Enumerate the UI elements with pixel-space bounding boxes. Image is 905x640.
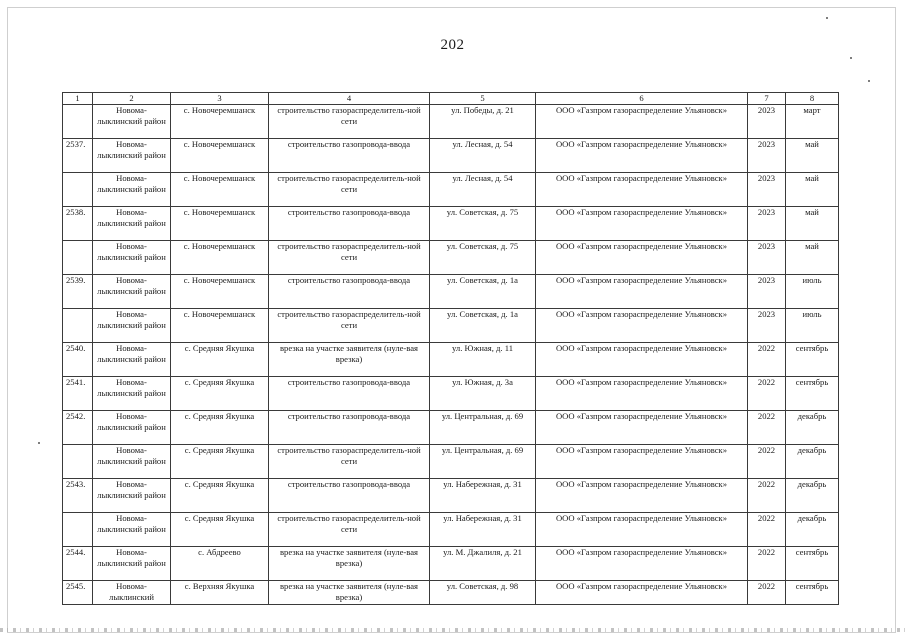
- organization-cell: ООО «Газпром газораспределение Ульяновск»: [536, 581, 748, 605]
- work-type-cell: строительство газораспределитель-ной сети: [269, 105, 430, 139]
- table-row: [63, 173, 839, 207]
- district-cell: Новома-лыклинский район: [93, 105, 171, 139]
- table-row: [63, 241, 839, 275]
- column-header-7: 7: [748, 93, 786, 105]
- address-cell: ул. Советская, д. 1а: [430, 309, 536, 343]
- organization-cell: ООО «Газпром газораспределение Ульяновск»: [536, 207, 748, 241]
- scan-speck: [38, 442, 40, 444]
- row-number: 2540.: [63, 343, 93, 377]
- page-number: 202: [440, 37, 465, 53]
- year-cell: 2022: [748, 343, 786, 377]
- address-cell: ул. Советская, д. 75: [430, 207, 536, 241]
- table-row: [63, 343, 839, 377]
- year-cell: 2022: [748, 513, 786, 547]
- district-cell: Новома-лыклинский район: [93, 377, 171, 411]
- row-number: 2543.: [63, 479, 93, 513]
- table-row: [63, 207, 839, 241]
- year-cell: 2022: [748, 377, 786, 411]
- row-number: 2544.: [63, 547, 93, 581]
- table-row: [63, 411, 839, 445]
- settlement-cell: с. Средняя Якушка: [171, 411, 269, 445]
- organization-cell: ООО «Газпром газораспределение Ульяновск»: [536, 445, 748, 479]
- district-cell: Новома-лыклинский район: [93, 309, 171, 343]
- month-cell: июль: [786, 309, 839, 343]
- address-cell: ул. Лесная, д. 54: [430, 173, 536, 207]
- month-cell: декабрь: [786, 479, 839, 513]
- month-cell: июль: [786, 275, 839, 309]
- organization-cell: ООО «Газпром газораспределение Ульяновск»: [536, 275, 748, 309]
- district-cell: Новома-лыклинский район: [93, 139, 171, 173]
- address-cell: ул. Победы, д. 21: [430, 105, 536, 139]
- header-row: [63, 93, 839, 105]
- row-number: 2541.: [63, 377, 93, 411]
- organization-cell: ООО «Газпром газораспределение Ульяновск»: [536, 241, 748, 275]
- register-table: [62, 92, 839, 605]
- month-cell: май: [786, 139, 839, 173]
- settlement-cell: с. Новочеремшанск: [171, 275, 269, 309]
- work-type-cell: врезка на участке заявителя (нуле-вая врезка): [269, 343, 430, 377]
- address-cell: ул. Лесная, д. 54: [430, 139, 536, 173]
- year-cell: 2022: [748, 581, 786, 605]
- settlement-cell: с. Верхняя Якушка: [171, 581, 269, 605]
- row-number: 2542.: [63, 411, 93, 445]
- address-cell: ул. Набережная, д. 31: [430, 513, 536, 547]
- settlement-cell: с. Новочеремшанск: [171, 241, 269, 275]
- year-cell: 2023: [748, 105, 786, 139]
- district-cell: Новома-лыклинский район: [93, 343, 171, 377]
- month-cell: май: [786, 241, 839, 275]
- settlement-cell: с. Новочеремшанск: [171, 309, 269, 343]
- organization-cell: ООО «Газпром газораспределение Ульяновск»: [536, 479, 748, 513]
- month-cell: декабрь: [786, 513, 839, 547]
- address-cell: ул. Южная, д. 11: [430, 343, 536, 377]
- row-number: [63, 513, 93, 547]
- work-type-cell: строительство газопровода-ввода: [269, 411, 430, 445]
- row-number: 2538.: [63, 207, 93, 241]
- work-type-cell: строительство газопровода-ввода: [269, 207, 430, 241]
- table-row: [63, 513, 839, 547]
- settlement-cell: с. Средняя Якушка: [171, 513, 269, 547]
- settlement-cell: с. Абдреево: [171, 547, 269, 581]
- settlement-cell: с. Средняя Якушка: [171, 377, 269, 411]
- address-cell: ул. Советская, д. 98: [430, 581, 536, 605]
- table-row: [63, 479, 839, 513]
- table-row: [63, 377, 839, 411]
- column-header-4: 4: [269, 93, 430, 105]
- year-cell: 2023: [748, 139, 786, 173]
- organization-cell: ООО «Газпром газораспределение Ульяновск»: [536, 547, 748, 581]
- address-cell: ул. Южная, д. 3а: [430, 377, 536, 411]
- column-header-6: 6: [536, 93, 748, 105]
- column-header-2: 2: [93, 93, 171, 105]
- district-cell: Новома-лыклинский район: [93, 513, 171, 547]
- year-cell: 2022: [748, 547, 786, 581]
- year-cell: 2023: [748, 309, 786, 343]
- year-cell: 2023: [748, 173, 786, 207]
- work-type-cell: врезка на участке заявителя (нуле-вая врезка): [269, 547, 430, 581]
- district-cell: Новома-лыклинский район: [93, 275, 171, 309]
- organization-cell: ООО «Газпром газораспределение Ульяновск»: [536, 411, 748, 445]
- column-header-5: 5: [430, 93, 536, 105]
- year-cell: 2022: [748, 411, 786, 445]
- address-cell: ул. Центральная, д. 69: [430, 411, 536, 445]
- work-type-cell: строительство газораспределитель-ной сети: [269, 309, 430, 343]
- district-cell: Новома-лыклинский район: [93, 241, 171, 275]
- month-cell: декабрь: [786, 445, 839, 479]
- scan-speck: [850, 57, 852, 59]
- year-cell: 2023: [748, 207, 786, 241]
- column-header-3: 3: [171, 93, 269, 105]
- work-type-cell: строительство газопровода-ввода: [269, 139, 430, 173]
- organization-cell: ООО «Газпром газораспределение Ульяновск»: [536, 139, 748, 173]
- scan-edge-noise: [0, 628, 905, 632]
- row-number: [63, 241, 93, 275]
- scan-speck: [868, 80, 870, 82]
- address-cell: ул. Набережная, д. 31: [430, 479, 536, 513]
- work-type-cell: строительство газораспределитель-ной сети: [269, 241, 430, 275]
- row-number: [63, 173, 93, 207]
- table-row: [63, 547, 839, 581]
- work-type-cell: врезка на участке заявителя (нуле-вая врезка): [269, 581, 430, 605]
- table-body: [63, 105, 839, 605]
- month-cell: сентябрь: [786, 547, 839, 581]
- year-cell: 2022: [748, 445, 786, 479]
- row-number: 2545.: [63, 581, 93, 605]
- table-row: [63, 105, 839, 139]
- settlement-cell: с. Средняя Якушка: [171, 479, 269, 513]
- address-cell: ул. Советская, д. 75: [430, 241, 536, 275]
- district-cell: Новома-лыклинский район: [93, 445, 171, 479]
- address-cell: ул. Советская, д. 1а: [430, 275, 536, 309]
- district-cell: Новома-лыклинский район: [93, 479, 171, 513]
- row-number: 2537.: [63, 139, 93, 173]
- settlement-cell: с. Средняя Якушка: [171, 445, 269, 479]
- table-row: [63, 445, 839, 479]
- month-cell: сентябрь: [786, 377, 839, 411]
- district-cell: Новома-лыклинский: [93, 581, 171, 605]
- work-type-cell: строительство газопровода-ввода: [269, 275, 430, 309]
- work-type-cell: строительство газораспределитель-ной сети: [269, 513, 430, 547]
- row-number: [63, 105, 93, 139]
- work-type-cell: строительство газопровода-ввода: [269, 377, 430, 411]
- column-header-1: 1: [63, 93, 93, 105]
- month-cell: декабрь: [786, 411, 839, 445]
- table-row: [63, 309, 839, 343]
- table-row: [63, 139, 839, 173]
- year-cell: 2022: [748, 479, 786, 513]
- settlement-cell: с. Средняя Якушка: [171, 343, 269, 377]
- work-type-cell: строительство газопровода-ввода: [269, 479, 430, 513]
- year-cell: 2023: [748, 275, 786, 309]
- district-cell: Новома-лыклинский район: [93, 411, 171, 445]
- settlement-cell: с. Новочеремшанск: [171, 139, 269, 173]
- settlement-cell: с. Новочеремшанск: [171, 105, 269, 139]
- month-cell: сентябрь: [786, 581, 839, 605]
- row-number: [63, 445, 93, 479]
- month-cell: май: [786, 207, 839, 241]
- district-cell: Новома-лыклинский район: [93, 547, 171, 581]
- settlement-cell: с. Новочеремшанск: [171, 173, 269, 207]
- table-row: [63, 581, 839, 605]
- address-cell: ул. Центральная, д. 69: [430, 445, 536, 479]
- organization-cell: ООО «Газпром газораспределение Ульяновск»: [536, 105, 748, 139]
- organization-cell: ООО «Газпром газораспределение Ульяновск»: [536, 343, 748, 377]
- row-number: [63, 309, 93, 343]
- month-cell: сентябрь: [786, 343, 839, 377]
- organization-cell: ООО «Газпром газораспределение Ульяновск»: [536, 309, 748, 343]
- month-cell: май: [786, 173, 839, 207]
- work-type-cell: строительство газораспределитель-ной сети: [269, 445, 430, 479]
- table-row: [63, 275, 839, 309]
- organization-cell: ООО «Газпром газораспределение Ульяновск»: [536, 513, 748, 547]
- district-cell: Новома-лыклинский район: [93, 207, 171, 241]
- work-type-cell: строительство газораспределитель-ной сети: [269, 173, 430, 207]
- organization-cell: ООО «Газпром газораспределение Ульяновск»: [536, 173, 748, 207]
- scan-speck: [826, 17, 828, 19]
- year-cell: 2023: [748, 241, 786, 275]
- district-cell: Новома-лыклинский район: [93, 173, 171, 207]
- address-cell: ул. М. Джалиля, д. 21: [430, 547, 536, 581]
- settlement-cell: с. Новочеремшанск: [171, 207, 269, 241]
- month-cell: март: [786, 105, 839, 139]
- organization-cell: ООО «Газпром газораспределение Ульяновск»: [536, 377, 748, 411]
- column-header-8: 8: [786, 93, 839, 105]
- row-number: 2539.: [63, 275, 93, 309]
